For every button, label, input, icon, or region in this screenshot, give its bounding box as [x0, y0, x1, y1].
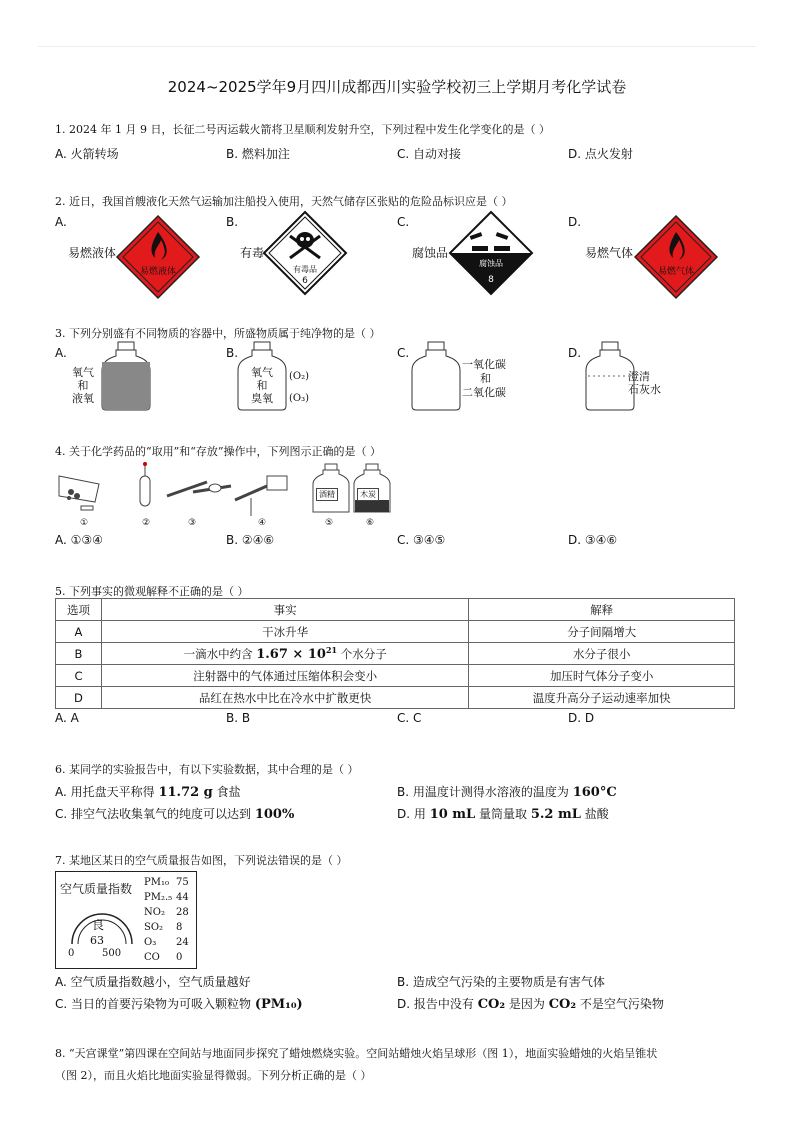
bottle-label-alcohol: 酒精: [316, 488, 338, 501]
q2-option-c-letter[interactable]: C.: [397, 215, 410, 229]
aqi-grade: 良: [92, 918, 105, 932]
question-5-stem: 5. 下列事实的微观解释不正确的是（ ）: [55, 585, 249, 598]
fig-number-1: ①: [80, 518, 89, 528]
header-divider: [38, 46, 756, 47]
q7-option-c[interactable]: C. 当日的首要污染物为可吸入颗粒物 (PM₁₀): [55, 997, 303, 1012]
q3-option-b-letter[interactable]: B.: [226, 346, 239, 360]
question-4-stem: 4. 关于化学药品的“取用”和“存放”操作中，下列图示正确的是（ ）: [55, 445, 381, 458]
q6-option-a[interactable]: A. 用托盘天平称得 11.72 g 食盐: [55, 785, 241, 800]
table-row: [56, 665, 735, 687]
sign-class-number-corrosive: 8: [488, 275, 494, 285]
header-option: 选项: [56, 599, 102, 621]
q1-option-b[interactable]: B. 燃料加注: [226, 147, 290, 161]
bottle-a-icon: [100, 340, 152, 412]
fig1-pour-solid-icon: [59, 476, 99, 510]
fig-number-5: ⑤: [325, 518, 334, 528]
question-8-stem-line2: （图 2），而且火焰比地面实验显得微弱。下列分析正确的是（ ）: [55, 1069, 372, 1082]
sign-text-flammable-gas: 易燃气体: [657, 267, 695, 277]
sign-text-flammable-liquid: 易燃液体: [139, 267, 177, 277]
flammable-gas-sign[interactable]: [633, 214, 719, 300]
row-d-option: D: [56, 687, 102, 709]
q1-option-c[interactable]: C. 自动对接: [397, 147, 462, 161]
bottle-d-contents: 澄清 石灰水: [628, 370, 661, 396]
pollutant-values: 75 44 28 8 24 0: [176, 877, 189, 963]
question-2-stem: 2. 近日，我国首艘液化天然气运输加注船投入使用，天然气储存区张贴的危险品标识应是（ ）: [55, 195, 513, 208]
q2-label-a: 易燃液体: [68, 246, 117, 260]
bottle-c-contents: 一氧化碳 和 二氧化碳: [462, 358, 506, 399]
row-c-fact: 注射器中的气体通过压缩体积会变小: [101, 665, 468, 687]
q2-label-d: 易燃气体: [585, 246, 634, 260]
q5-option-c[interactable]: C. C: [397, 711, 422, 725]
aqi-scale-max: 500: [102, 948, 122, 959]
q7-option-d[interactable]: D. 报告中没有 CO₂ 是因为 CO₂ 不是空气污染物: [397, 997, 664, 1012]
aqi-title: 空气质量指数: [60, 882, 133, 896]
q6-option-c[interactable]: C. 排空气法收集氧气的纯度可以达到 100%: [55, 807, 295, 822]
q4-option-b[interactable]: B. ②④⑥: [226, 533, 275, 547]
bottle-a-contents: 氧气 和 液氧: [72, 366, 94, 405]
row-b-fact: 一滴水中约含 $1.67 \times 10^{21}$ 个水分子: [101, 643, 468, 665]
table-row: [56, 687, 735, 709]
row-d-explanation: 温度升高分子运动速率加快: [469, 687, 735, 709]
question-1-stem: 1. 2024 年 1 月 9 日，长征二号丙运载火箭将卫星顺利发射升空，下列过程中发生化学变化的是（ ）: [55, 123, 550, 136]
q1-option-d[interactable]: D. 点火发射: [568, 147, 633, 161]
q2-option-d-letter[interactable]: D.: [568, 215, 582, 229]
header-fact: 事实: [101, 599, 468, 621]
q5-facts-table: [55, 598, 735, 709]
question-8-stem-line1: 8. “天宫课堂”第四课在空间站与地面同步探究了蜡烛燃烧实验。空间站蜡烛火焰呈球形（图 1），地面实验蜡烛的火焰呈锥状: [55, 1047, 658, 1060]
question-3-stem: 3. 下列分别盛有不同物质的容器中，所盛物质属于纯净物的是（ ）: [55, 327, 381, 340]
q1-option-a[interactable]: A. 火箭转场: [55, 147, 119, 161]
sign-text-corrosive: 腐蚀品: [479, 259, 503, 268]
table-row: [56, 643, 735, 665]
fig-number-6: ⑥: [366, 518, 375, 528]
q2-label-b: 有毒: [240, 246, 265, 260]
row-b-explanation: 水分子很小: [469, 643, 735, 665]
air-quality-report: [55, 871, 197, 969]
q4-option-d[interactable]: D. ③④⑥: [568, 533, 618, 547]
fig2-test-tube-dropper-icon: [140, 462, 150, 506]
q3-option-d-letter[interactable]: D.: [568, 346, 582, 360]
fig4-dropper-reagent-icon: [235, 476, 287, 516]
question-7-stem: 7. 某地区某日的空气质量报告如图，下列说法错误的是（ ）: [55, 854, 348, 867]
flammable-liquid-sign[interactable]: [115, 214, 201, 300]
corrosive-sign[interactable]: [448, 210, 534, 296]
row-c-option: C: [56, 665, 102, 687]
fig3-pour-liquid-icon: [167, 482, 231, 496]
fig-number-4: ④: [258, 518, 267, 528]
q2-option-b-letter[interactable]: B.: [226, 215, 239, 229]
aqi-value: 63: [90, 934, 104, 947]
fig-number-3: ③: [188, 518, 197, 528]
header-explanation: 解释: [469, 599, 735, 621]
q7-option-a[interactable]: A. 空气质量指数越小，空气质量越好: [55, 975, 251, 989]
row-d-fact: 品红在热水中比在冷水中扩散更快: [101, 687, 468, 709]
row-a-option: A: [56, 621, 102, 643]
q4-option-c[interactable]: C. ③④⑤: [397, 533, 446, 547]
bottle-c-icon: [410, 340, 462, 412]
table-row: [56, 621, 735, 643]
table-header-row: [56, 599, 735, 621]
question-6-stem: 6. 某同学的实验报告中，有以下实验数据，其中合理的是（ ）: [55, 763, 359, 776]
q5-option-d[interactable]: D. D: [568, 711, 595, 725]
q6-option-b[interactable]: B. 用温度计测得水溶液的温度为 160°C: [397, 785, 617, 800]
page-title: 2024~2025学年9月四川成都西川实验学校初三上学期月考化学试卷: [167, 78, 627, 96]
q2-option-a-letter[interactable]: A.: [55, 215, 67, 229]
bottle-label-charcoal: 木炭: [357, 488, 379, 501]
sign-class-number-toxic: 6: [302, 276, 308, 286]
pollutant-names: PM₁₀ PM₂.₅ NO₂ SO₂ O₃ CO: [144, 877, 173, 963]
q5-option-b[interactable]: B. B: [226, 711, 251, 725]
q4-operation-figures: [55, 462, 395, 520]
row-c-explanation: 加压时气体分子变小: [469, 665, 735, 687]
row-b-option: B: [56, 643, 102, 665]
row-a-explanation: 分子间隔增大: [469, 621, 735, 643]
fig-number-2: ②: [142, 518, 151, 528]
row-a-fact: 干冰升华: [101, 621, 468, 643]
q3-option-c-letter[interactable]: C.: [397, 346, 410, 360]
bottle-b-contents: 氧气 和 臭氧: [251, 366, 273, 405]
q3-option-a-letter[interactable]: A.: [55, 346, 67, 360]
bottle-b-formulas: (O₂) (O₃): [289, 371, 310, 404]
q4-option-a[interactable]: A. ①③④: [55, 533, 103, 547]
q5-option-a[interactable]: A. A: [55, 711, 79, 725]
q2-label-c: 腐蚀品: [412, 246, 449, 260]
q6-option-d[interactable]: D. 用 10 mL 量筒量取 5.2 mL 盐酸: [397, 807, 609, 822]
toxic-sign[interactable]: [262, 210, 348, 296]
aqi-scale-min: 0: [68, 948, 75, 959]
q7-option-b[interactable]: B. 造成空气污染的主要物质是有害气体: [397, 975, 605, 989]
sign-text-toxic: 有毒品: [293, 265, 317, 274]
